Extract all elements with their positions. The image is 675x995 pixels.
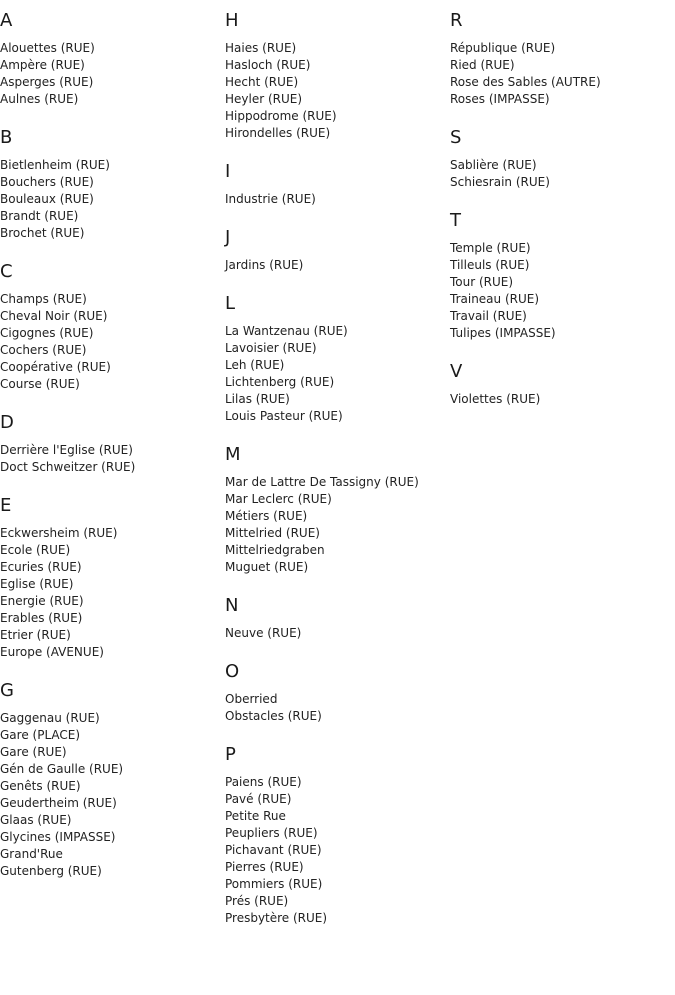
letter-heading: O [225, 661, 240, 682]
street-list [225, 774, 450, 927]
street-item[interactable]: Etrier (RUE) [0, 628, 71, 642]
street-item[interactable]: Mittelriedgraben [225, 543, 325, 557]
street-item[interactable]: Presbytère (RUE) [225, 911, 328, 925]
street-item[interactable]: Schiesrain (RUE) [450, 175, 550, 189]
letter-group [450, 10, 675, 108]
street-item[interactable]: Course (RUE) [0, 377, 80, 391]
street-list [450, 240, 675, 342]
letter-group [450, 210, 675, 342]
street-item[interactable]: Gutenberg (RUE) [0, 864, 102, 878]
street-list [450, 391, 675, 408]
street-item[interactable]: Hippodrome (RUE) [225, 109, 337, 123]
letter-heading: B [0, 127, 13, 148]
street-item[interactable]: Glaas (RUE) [0, 813, 72, 827]
street-item[interactable]: Brochet (RUE) [0, 226, 85, 240]
street-item[interactable]: Glycines (IMPASSE) [0, 830, 116, 844]
street-list [450, 157, 675, 191]
street-item[interactable]: Bietlenheim (RUE) [0, 158, 110, 172]
street-item[interactable]: Oberried [225, 692, 278, 706]
street-item[interactable]: Industrie (RUE) [225, 192, 316, 206]
street-item[interactable]: Brandt (RUE) [0, 209, 79, 223]
street-item[interactable]: Gare (RUE) [0, 745, 67, 759]
street-index-column-2 [225, 10, 450, 946]
street-item[interactable]: Ecole (RUE) [0, 543, 71, 557]
street-item[interactable]: Eglise (RUE) [0, 577, 74, 591]
street-item[interactable]: Lilas (RUE) [225, 392, 290, 406]
street-item[interactable]: Eckwersheim (RUE) [0, 526, 118, 540]
street-list [225, 323, 450, 425]
letter-heading: T [450, 210, 461, 231]
letter-heading: M [225, 444, 241, 465]
letter-group [450, 127, 675, 191]
street-item[interactable]: Cochers (RUE) [0, 343, 87, 357]
street-item[interactable]: Bouchers (RUE) [0, 175, 94, 189]
street-item[interactable]: Obstacles (RUE) [225, 709, 322, 723]
street-item[interactable]: Tulipes (IMPASSE) [450, 326, 556, 340]
letter-heading: I [225, 161, 231, 182]
street-item[interactable]: Gaggenau (RUE) [0, 711, 100, 725]
letter-group [0, 127, 225, 242]
street-item[interactable]: Ried (RUE) [450, 58, 515, 72]
letter-heading: D [0, 412, 14, 433]
street-item[interactable]: Jardins (RUE) [225, 258, 304, 272]
street-item[interactable]: Prés (RUE) [225, 894, 289, 908]
street-item[interactable]: Mar Leclerc (RUE) [225, 492, 332, 506]
street-item[interactable]: Cheval Noir (RUE) [0, 309, 108, 323]
street-item[interactable]: Doct Schweitzer (RUE) [0, 460, 136, 474]
street-index-column-1 [0, 10, 225, 899]
street-item[interactable]: Ecuries (RUE) [0, 560, 82, 574]
street-item[interactable]: Leh (RUE) [225, 358, 285, 372]
letter-group [225, 444, 450, 576]
letter-heading: J [225, 227, 231, 248]
street-item[interactable]: Louis Pasteur (RUE) [225, 409, 343, 423]
street-list [0, 442, 225, 476]
street-item[interactable]: Peupliers (RUE) [225, 826, 318, 840]
street-item[interactable]: Petite Rue [225, 809, 286, 823]
street-item[interactable]: Roses (IMPASSE) [450, 92, 550, 106]
street-item[interactable]: Cigognes (RUE) [0, 326, 94, 340]
street-item[interactable]: Tour (RUE) [450, 275, 514, 289]
street-item[interactable]: Gare (PLACE) [0, 728, 81, 742]
street-list [225, 257, 450, 274]
letter-group [225, 293, 450, 425]
street-list [0, 710, 225, 880]
letter-heading: A [0, 10, 13, 31]
letter-heading: N [225, 595, 239, 616]
street-item[interactable]: Rose des Sables (AUTRE) [450, 75, 601, 89]
letter-group [0, 495, 225, 661]
street-item[interactable]: Heyler (RUE) [225, 92, 303, 106]
street-item[interactable]: Derrière l'Eglise (RUE) [0, 443, 133, 457]
letter-group [0, 10, 225, 108]
street-list [225, 625, 450, 642]
street-list [0, 157, 225, 242]
street-item[interactable]: Métiers (RUE) [225, 509, 308, 523]
street-item[interactable]: République (RUE) [450, 41, 556, 55]
street-list [0, 40, 225, 108]
street-item[interactable]: Pichavant (RUE) [225, 843, 322, 857]
street-item[interactable]: Gén de Gaulle (RUE) [0, 762, 124, 776]
letter-group [0, 261, 225, 393]
street-item[interactable]: Alouettes (RUE) [0, 41, 95, 55]
street-list [0, 291, 225, 393]
street-item[interactable]: Europe (AVENUE) [0, 645, 104, 659]
street-item[interactable]: Erables (RUE) [0, 611, 83, 625]
street-item[interactable]: Paiens (RUE) [225, 775, 302, 789]
street-index-column-3 [450, 10, 675, 427]
letter-group [0, 680, 225, 880]
street-item[interactable]: Lavoisier (RUE) [225, 341, 317, 355]
letter-heading: H [225, 10, 239, 31]
street-item[interactable]: Mittelried (RUE) [225, 526, 320, 540]
street-item[interactable]: Bouleaux (RUE) [0, 192, 94, 206]
street-item[interactable]: Ampère (RUE) [0, 58, 85, 72]
street-item[interactable]: Pavé (RUE) [225, 792, 292, 806]
letter-heading: P [225, 744, 236, 765]
street-item[interactable]: Travail (RUE) [450, 309, 527, 323]
letter-group [0, 412, 225, 476]
letter-group [225, 661, 450, 725]
street-list [225, 474, 450, 576]
street-list [225, 191, 450, 208]
letter-heading: L [225, 293, 236, 314]
street-item[interactable]: Mar de Lattre De Tassigny (RUE) [225, 475, 419, 489]
street-item[interactable]: Hirondelles (RUE) [225, 126, 331, 140]
letter-heading: V [450, 361, 463, 382]
letter-group [225, 227, 450, 274]
street-item[interactable]: Energie (RUE) [0, 594, 84, 608]
street-item[interactable]: Asperges (RUE) [0, 75, 94, 89]
street-list [225, 691, 450, 725]
street-item[interactable]: Geudertheim (RUE) [0, 796, 117, 810]
street-item[interactable]: Champs (RUE) [0, 292, 87, 306]
letter-heading: C [0, 261, 13, 282]
street-item[interactable]: Haies (RUE) [225, 41, 297, 55]
letter-heading: E [0, 495, 12, 516]
street-item[interactable]: Hecht (RUE) [225, 75, 299, 89]
street-item[interactable]: Temple (RUE) [450, 241, 531, 255]
street-item[interactable]: Hasloch (RUE) [225, 58, 311, 72]
letter-group [225, 10, 450, 142]
street-list [450, 40, 675, 108]
street-item[interactable]: Lichtenberg (RUE) [225, 375, 335, 389]
street-item[interactable]: Neuve (RUE) [225, 626, 302, 640]
street-item[interactable]: Grand'Rue [0, 847, 63, 861]
street-item[interactable]: Coopérative (RUE) [0, 360, 111, 374]
street-item[interactable]: La Wantzenau (RUE) [225, 324, 348, 338]
letter-heading: S [450, 127, 462, 148]
street-item[interactable]: Aulnes (RUE) [0, 92, 79, 106]
street-list [225, 40, 450, 142]
street-item[interactable]: Tilleuls (RUE) [450, 258, 530, 272]
letter-group [450, 361, 675, 408]
street-list [0, 525, 225, 661]
letter-heading: R [450, 10, 463, 31]
street-item[interactable]: Traineau (RUE) [450, 292, 540, 306]
letter-group [225, 595, 450, 642]
letter-group [225, 161, 450, 208]
street-item[interactable]: Violettes (RUE) [450, 392, 541, 406]
street-item[interactable]: Pommiers (RUE) [225, 877, 323, 891]
letter-heading: G [0, 680, 14, 701]
street-item[interactable]: Sablière (RUE) [450, 158, 537, 172]
street-item[interactable]: Muguet (RUE) [225, 560, 309, 574]
street-item[interactable]: Pierres (RUE) [225, 860, 304, 874]
letter-group [225, 744, 450, 927]
street-item[interactable]: Genêts (RUE) [0, 779, 81, 793]
